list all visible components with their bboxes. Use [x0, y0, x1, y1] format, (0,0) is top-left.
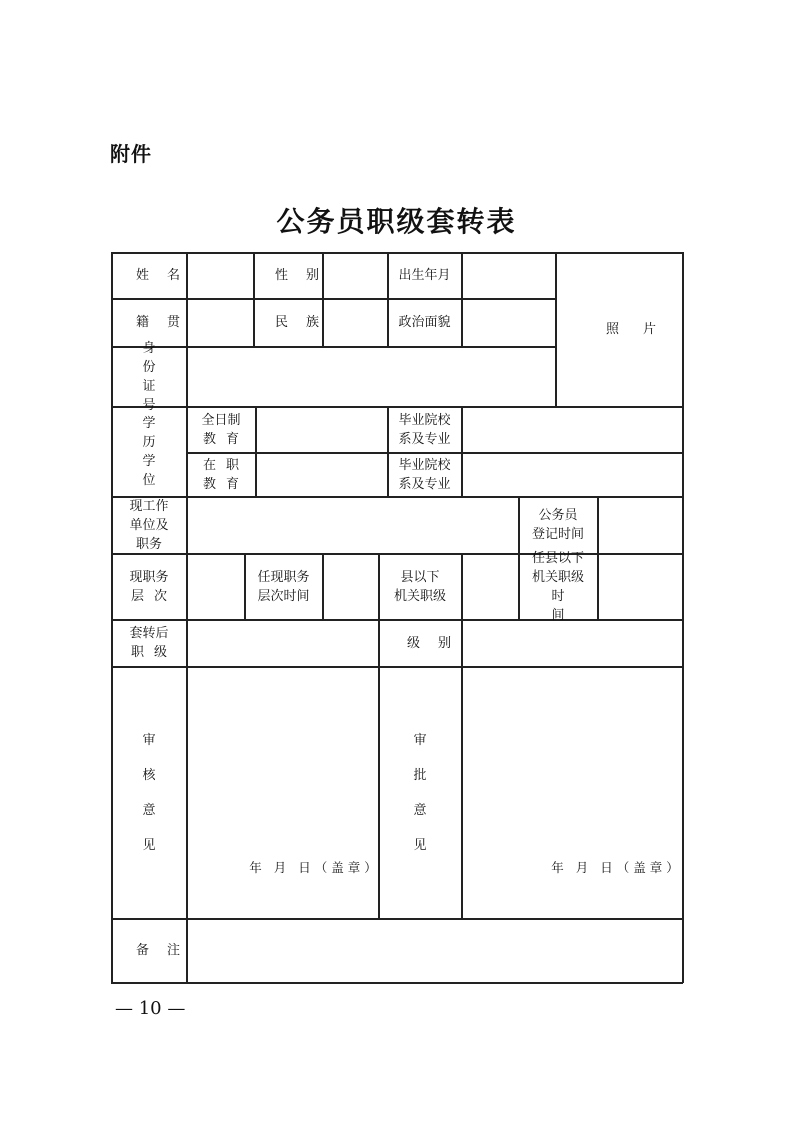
review-char-3: 意 [142, 802, 156, 818]
fulltime-education-field[interactable] [256, 407, 387, 452]
grade-field[interactable] [462, 620, 682, 666]
fulltime-school-label [388, 407, 461, 452]
review-char-4: 见 [142, 837, 156, 853]
school-label-line-1: 毕业院校 [398, 412, 451, 428]
gender-field[interactable] [323, 253, 387, 298]
name-label: 姓名 [135, 268, 198, 283]
current-level-field[interactable] [187, 554, 244, 619]
parttime-education-field[interactable] [256, 453, 387, 496]
work-label-line-1: 现工作 [129, 498, 169, 514]
county-time-line-1: 任县以下 [531, 550, 584, 566]
converted-rank-label [112, 620, 186, 666]
ethnicity-field[interactable] [323, 299, 387, 346]
name-field[interactable] [187, 253, 253, 298]
approval-opinion-label [379, 667, 461, 918]
level-label-line-1: 现职务 [129, 569, 169, 585]
county-label-line-1: 县以下 [400, 569, 440, 585]
registration-time-label [519, 497, 597, 553]
review-char-2: 核 [142, 767, 156, 783]
id-number-label [112, 340, 186, 413]
county-rank-time-label [519, 550, 597, 623]
work-unit-label [112, 497, 186, 553]
level-time-label [245, 554, 322, 619]
level-time-line-2: 层次时间 [257, 588, 310, 604]
approval-date-stamp: 年 月 日（盖章） [551, 859, 683, 875]
work-unit-field[interactable] [187, 497, 518, 553]
form-title: 公务员职级套转表 [276, 205, 517, 238]
after-label-line-2: 职级 [130, 645, 177, 660]
remarks-label: 备注 [135, 943, 198, 958]
photo-label[interactable]: 照片 [605, 322, 680, 337]
county-time-line-2: 机关职级 [531, 569, 584, 585]
fulltime-education-label [187, 407, 255, 452]
parttime-school-label [388, 453, 461, 496]
approve-char-3: 意 [413, 802, 427, 818]
birth-label: 出生年月 [398, 268, 451, 283]
birth-field[interactable] [462, 253, 555, 298]
table-border-bottom [111, 982, 683, 984]
review-opinion-field[interactable] [187, 667, 378, 918]
school2-label-line-2: 系及专业 [398, 476, 451, 492]
gender-label: 性别 [274, 268, 337, 283]
county-rank-field[interactable] [462, 554, 518, 619]
parttime-label-line-1: 在职 [202, 457, 249, 473]
school-label-line-2: 系及专业 [398, 431, 451, 447]
approve-char-4: 见 [413, 837, 427, 853]
education-label-line-2: 学位 [142, 453, 174, 488]
fulltime-label-line-1: 全日制 [201, 412, 241, 428]
review-char-1: 审 [142, 732, 156, 748]
reg-label-line-1: 公务员 [538, 508, 578, 523]
work-label-line-2: 单位及 [129, 517, 169, 533]
id-number-field[interactable] [187, 347, 555, 406]
county-label-line-2: 机关职级 [393, 588, 446, 604]
county-rank-time-field[interactable] [598, 554, 682, 619]
political-status-label: 政治面貌 [398, 315, 451, 330]
level-label-line-2: 层次 [130, 588, 177, 604]
fulltime-label-line-2: 教育 [202, 431, 249, 447]
work-label-line-3: 职务 [135, 536, 162, 552]
review-opinion-label [112, 667, 186, 918]
id-label-line-2: 证号 [142, 378, 174, 413]
education-label-line-1: 学历 [142, 415, 174, 450]
approval-opinion-field[interactable] [462, 667, 682, 918]
native-place-label: 籍贯 [135, 315, 198, 330]
ethnicity-label: 民族 [274, 315, 337, 330]
current-level-label [112, 554, 186, 619]
level-time-line-1: 任现职务 [257, 569, 310, 585]
id-label-line-1: 身份 [142, 340, 174, 375]
parttime-education-label [187, 453, 255, 496]
parttime-school-field[interactable] [462, 453, 682, 496]
political-status-field[interactable] [462, 299, 555, 346]
level-time-field[interactable] [323, 554, 378, 619]
parttime-label-line-2: 教育 [202, 476, 249, 492]
grade-label: 级别 [406, 635, 469, 651]
native-place-field[interactable] [187, 299, 253, 346]
school2-label-line-1: 毕业院校 [398, 457, 451, 473]
review-date-stamp: 年 月 日（盖章） [249, 859, 381, 875]
page-number: — 10 — [115, 998, 186, 1019]
county-rank-label [379, 554, 461, 619]
converted-rank-field[interactable] [187, 620, 378, 666]
registration-time-field[interactable] [598, 497, 682, 553]
approve-char-2: 批 [413, 767, 427, 783]
county-time-line-3: 时间 [551, 588, 583, 623]
education-label [112, 407, 186, 496]
attachment-label: 附件 [110, 142, 152, 166]
approve-char-1: 审 [413, 732, 427, 748]
fulltime-school-field[interactable] [462, 407, 682, 452]
after-label-line-1: 套转后 [129, 626, 169, 641]
remarks-field[interactable] [187, 919, 682, 982]
reg-label-line-2: 登记时间 [531, 527, 584, 542]
